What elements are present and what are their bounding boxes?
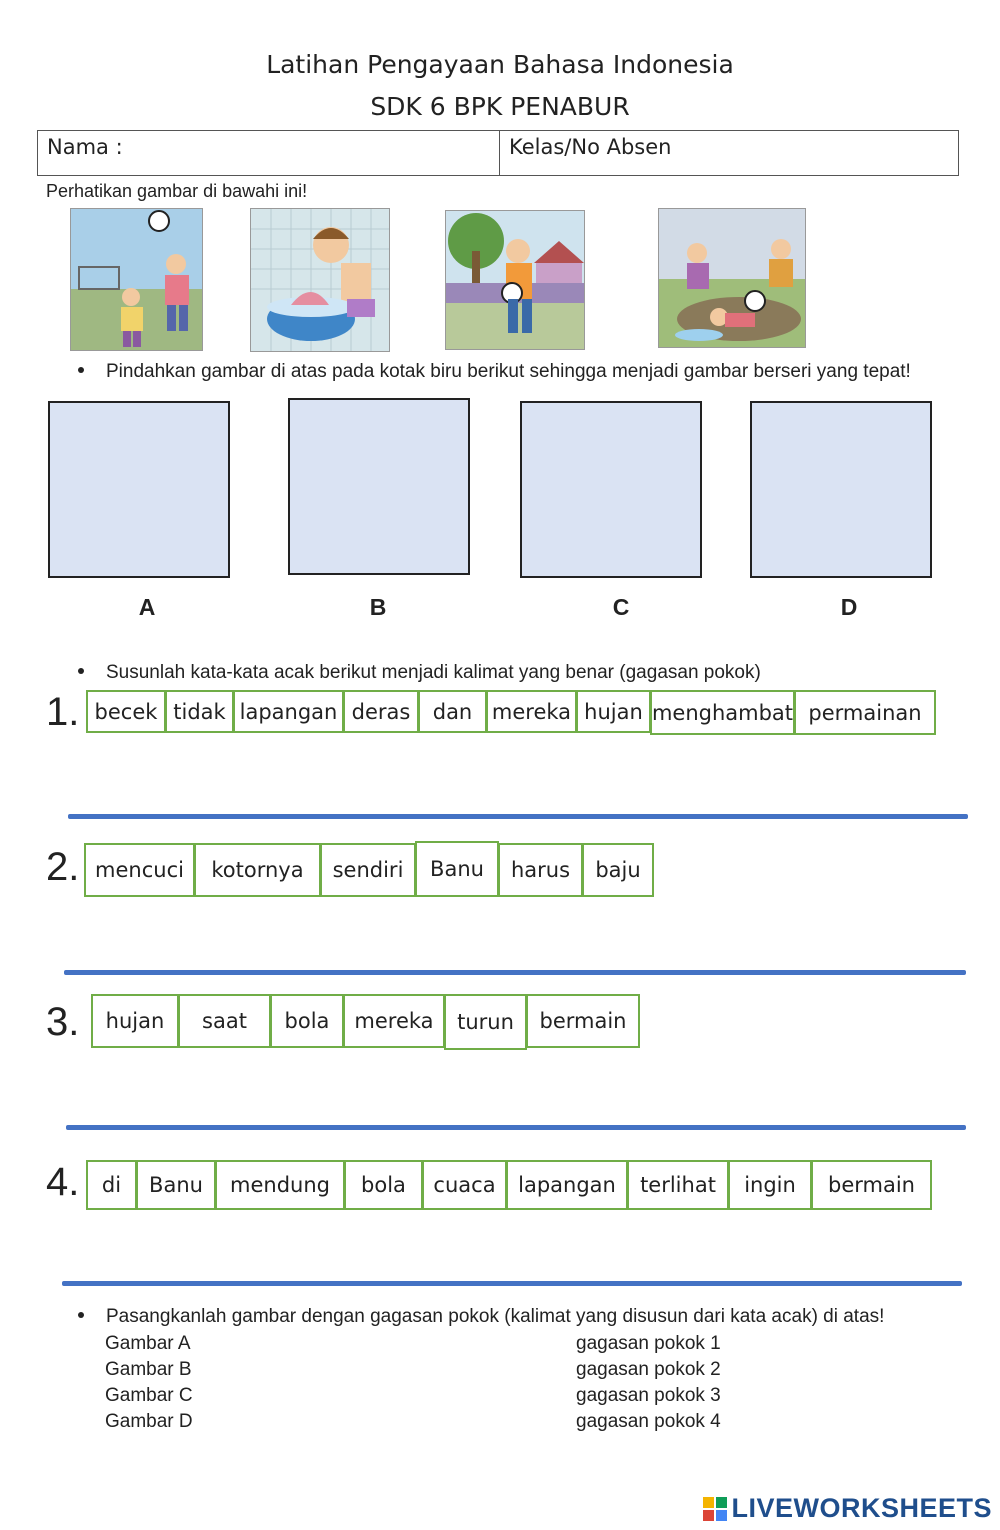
- drop-box-c[interactable]: [520, 401, 702, 578]
- class-label: Kelas/No Absen: [509, 135, 672, 159]
- match-right-2[interactable]: gagasan pokok 2: [576, 1359, 721, 1380]
- name-label: Nama :: [47, 135, 123, 159]
- instruction-move-pictures: [78, 361, 911, 383]
- word-tile[interactable]: turun: [444, 994, 527, 1050]
- word-tile[interactable]: hujan: [91, 994, 179, 1048]
- bullet-icon: [78, 668, 84, 674]
- kids-slipping-in-mud-picture[interactable]: [658, 208, 806, 348]
- drop-box-d[interactable]: [750, 401, 932, 578]
- liveworksheets-logo-icon: [703, 1497, 727, 1521]
- instruction-move-text: Pindahkan gambar di atas pada kotak biru berikut sehingga menjadi gambar berseri yang tepat!: [106, 361, 911, 382]
- word-tile[interactable]: bola: [344, 1160, 423, 1210]
- word-tile[interactable]: menghambat: [650, 690, 795, 735]
- question-4-number: 4.: [46, 1160, 80, 1204]
- word-tile[interactable]: harus: [498, 843, 583, 897]
- word-tile[interactable]: saat: [178, 994, 271, 1048]
- worksheet-title: Latihan Pengayaan Bahasa Indonesia: [266, 50, 734, 79]
- question-2-number: 2.: [46, 845, 80, 889]
- drop-box-a-label: A: [138, 594, 156, 620]
- word-tile[interactable]: baju: [582, 843, 654, 897]
- match-right-3[interactable]: gagasan pokok 3: [576, 1385, 721, 1406]
- answer-line-2[interactable]: [64, 970, 966, 975]
- match-left-b[interactable]: Gambar B: [105, 1359, 192, 1380]
- answer-line-4[interactable]: [62, 1281, 962, 1286]
- word-tile[interactable]: mereka: [343, 994, 445, 1048]
- word-tile[interactable]: lapangan: [233, 690, 344, 733]
- drop-box-d-label: D: [840, 594, 858, 620]
- match-right-4[interactable]: gagasan pokok 4: [576, 1411, 721, 1432]
- instruction-arrange-text: Susunlah kata-kata acak berikut menjadi kalimat yang benar (gagasan pokok): [106, 662, 761, 683]
- liveworksheets-logo-text: LIVEWORKSHEETS: [731, 1493, 992, 1523]
- word-tile[interactable]: sendiri: [320, 843, 416, 897]
- instruction-match: [78, 1306, 884, 1328]
- word-tile[interactable]: hujan: [576, 690, 651, 733]
- word-tile[interactable]: becek: [86, 690, 166, 733]
- word-tile[interactable]: kotornya: [194, 843, 321, 897]
- answer-line-1[interactable]: [68, 814, 968, 819]
- word-tile[interactable]: bermain: [526, 994, 640, 1048]
- word-tile[interactable]: mereka: [486, 690, 577, 733]
- word-tile[interactable]: bermain: [811, 1160, 932, 1210]
- question-1-number: 1.: [46, 690, 80, 734]
- bullet-icon: [78, 367, 84, 373]
- word-tile[interactable]: mencuci: [84, 843, 195, 897]
- word-tile[interactable]: Banu: [415, 841, 499, 897]
- word-tile[interactable]: cuaca: [422, 1160, 507, 1210]
- boy-holding-ball-picture[interactable]: [445, 210, 585, 350]
- liveworksheets-logo: [703, 1493, 992, 1524]
- match-left-d[interactable]: Gambar D: [105, 1411, 193, 1432]
- drop-box-c-label: C: [612, 594, 630, 620]
- word-tile[interactable]: permainan: [794, 690, 936, 735]
- word-tile[interactable]: tidak: [165, 690, 234, 733]
- word-tile[interactable]: mendung: [215, 1160, 345, 1210]
- instruction-match-text: Pasangkanlah gambar dengan gagasan pokok (kalimat yang disusun dari kata acak) di atas!: [106, 1306, 885, 1327]
- drop-box-b[interactable]: [288, 398, 470, 575]
- match-left-c[interactable]: Gambar C: [105, 1385, 193, 1406]
- match-right-1[interactable]: gagasan pokok 1: [576, 1333, 721, 1354]
- answer-line-3[interactable]: [66, 1125, 966, 1130]
- word-tile[interactable]: Banu: [136, 1160, 216, 1210]
- instruction-observe: Perhatikan gambar di bawahi ini!: [46, 181, 308, 201]
- boy-washing-clothes-picture[interactable]: [250, 208, 390, 352]
- match-left-a[interactable]: Gambar A: [105, 1333, 191, 1354]
- word-tile[interactable]: ingin: [728, 1160, 812, 1210]
- name-field[interactable]: [38, 131, 499, 175]
- question-3-number: 3.: [46, 1000, 80, 1044]
- word-tile[interactable]: lapangan: [506, 1160, 628, 1210]
- kids-playing-soccer-picture[interactable]: [70, 208, 203, 351]
- word-tile[interactable]: terlihat: [627, 1160, 729, 1210]
- student-info-table: [37, 130, 959, 176]
- drop-box-b-label: B: [369, 594, 387, 620]
- school-name: SDK 6 BPK PENABUR: [370, 92, 630, 121]
- word-tile[interactable]: bola: [270, 994, 344, 1048]
- word-tile[interactable]: deras: [343, 690, 419, 733]
- word-tile[interactable]: dan: [418, 690, 487, 733]
- instruction-arrange-words: [78, 662, 761, 684]
- drop-box-a[interactable]: [48, 401, 230, 578]
- class-field[interactable]: [500, 131, 958, 175]
- word-tile[interactable]: di: [86, 1160, 137, 1210]
- bullet-icon: [78, 1312, 84, 1318]
